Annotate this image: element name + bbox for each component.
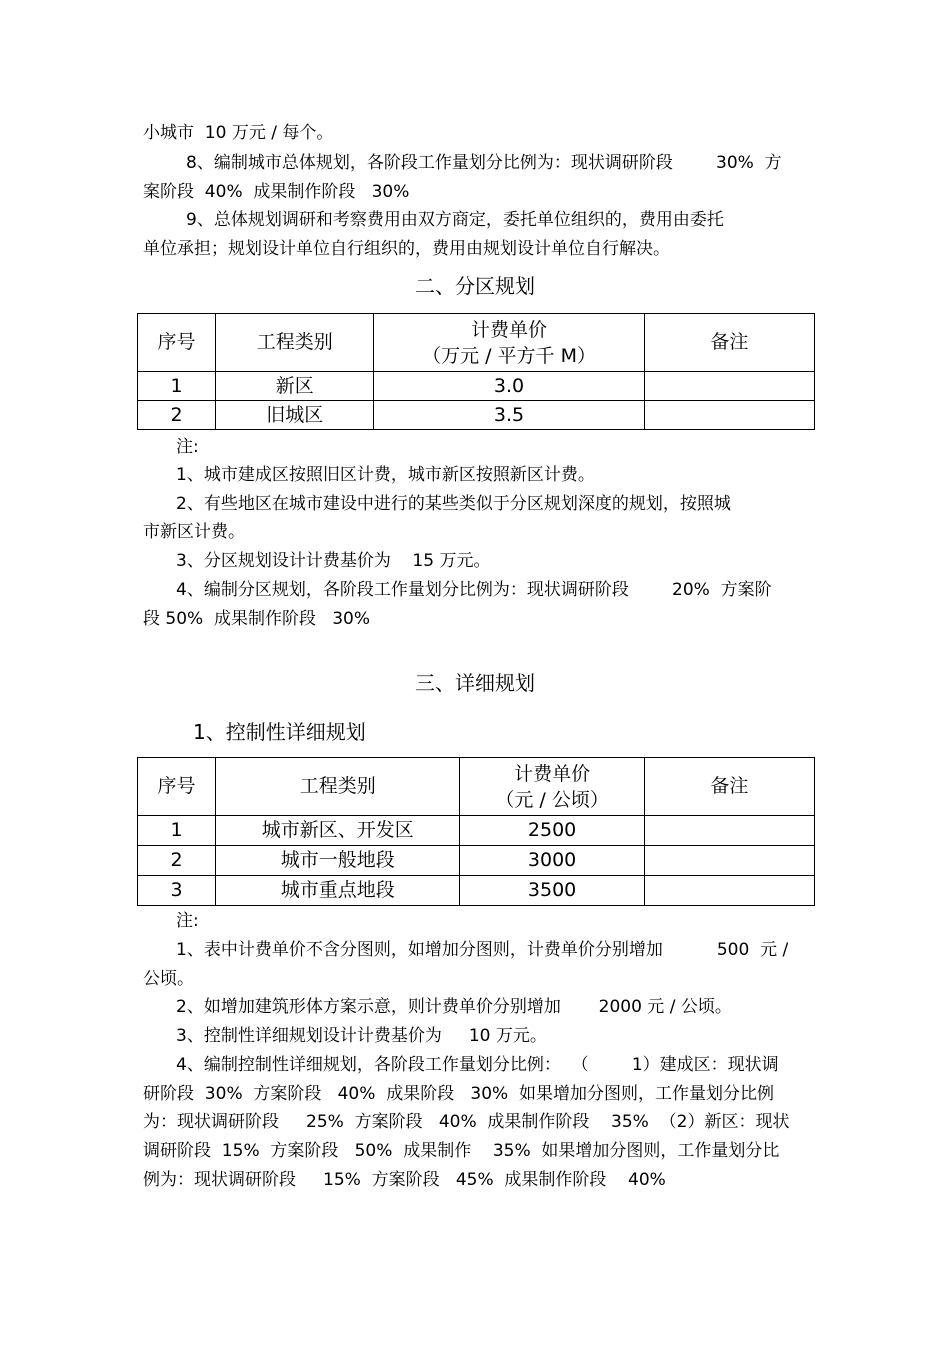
text-line: 单位承担；规划设计单位自行组织的，费用由规划设计单位自行解决。 — [143, 239, 670, 259]
note-line: 公顷。 — [143, 969, 194, 989]
table-row — [138, 816, 815, 846]
table-cell: 新区 — [216, 372, 374, 401]
text-line: 小城市 10 万元 / 每个。 — [143, 123, 334, 143]
table-cell — [644, 401, 814, 430]
note-line: 2、有些地区在城市建设中进行的某些类似于分区规划深度的规划，按照城 — [176, 494, 731, 514]
header-cell — [460, 758, 644, 816]
table-cell: 1 — [138, 816, 216, 846]
note-line: 3、分区规划设计计费基价为 15 万元。 — [176, 551, 491, 571]
zoning-fee-table — [137, 313, 815, 430]
table-cell: 3000 — [460, 846, 644, 876]
note-line: 为：现状调研阶段 25% 方案阶段 40% 成果制作阶段 35% （2）新区：现状 — [143, 1112, 790, 1132]
note-line: 1、城市建成区按照旧区计费，城市新区按照新区计费。 — [176, 465, 595, 485]
note-line: 研阶段 30% 方案阶段 40% 成果阶段 30% 如果增加分图则，工作量划分比例 — [143, 1084, 775, 1104]
header-cell-line: （万元 / 平方千 M） — [422, 344, 596, 367]
subsection-title: 1、控制性详细规划 — [193, 720, 366, 744]
table-cell: 3500 — [460, 876, 644, 906]
note-line: 1、表中计费单价不含分图则，如增加分图则，计费单价分别增加 500 元 / — [176, 940, 789, 960]
header-cell: 序号 — [138, 314, 216, 372]
table-cell — [644, 372, 814, 401]
header-cell: 工程类别 — [216, 314, 374, 372]
note-line: 4、编制分区规划，各阶段工作量划分比例为：现状调研阶段 20% 方案阶 — [176, 580, 772, 600]
table-cell: 3 — [138, 876, 216, 906]
table-cell: 2 — [138, 846, 216, 876]
note-line: 市新区计费。 — [143, 522, 245, 542]
table-cell: 1 — [138, 372, 216, 401]
note-line: 4、编制控制性详细规划，各阶段工作量划分比例： （ 1）建成区：现状调 — [176, 1055, 779, 1075]
header-cell: 备注 — [644, 758, 814, 816]
note-line: 调研阶段 15% 方案阶段 50% 成果制作 35% 如果增加分图则，工作量划分比 — [143, 1141, 780, 1161]
table-cell: 旧城区 — [216, 401, 374, 430]
text-line: 9、总体规划调研和考察费用由双方商定，委托单位组织的，费用由委托 — [186, 210, 724, 230]
header-cell: 序号 — [138, 758, 216, 816]
table-row — [138, 876, 815, 906]
note-label: 注: — [176, 911, 199, 931]
header-cell-line: 计费单价 — [471, 318, 548, 341]
note-line: 2、如增加建筑形体方案示意，则计费单价分别增加 2000 元 / 公顷。 — [176, 997, 732, 1017]
detailed-fee-table — [137, 757, 815, 906]
header-cell: 备注 — [644, 314, 814, 372]
table-cell: 城市新区、开发区 — [216, 816, 460, 846]
header-cell — [374, 314, 644, 372]
table-cell: 3.5 — [374, 401, 644, 430]
note-label: 注: — [176, 437, 199, 457]
table-cell — [644, 876, 814, 906]
section-title-zoning: 二、分区规划 — [415, 274, 535, 298]
header-cell-line: 计费单价 — [514, 762, 591, 785]
table-row — [138, 401, 815, 430]
note-line: 段 50% 成果制作阶段 30% — [143, 609, 370, 629]
table-cell: 城市一般地段 — [216, 846, 460, 876]
table-header-row — [138, 758, 815, 816]
table-cell — [644, 846, 814, 876]
table-cell — [644, 816, 814, 846]
text-line: 8、编制城市总体规划，各阶段工作量划分比例为：现状调研阶段 30% 方 — [186, 153, 782, 173]
table-cell: 2 — [138, 401, 216, 430]
table-cell: 2500 — [460, 816, 644, 846]
table-cell: 3.0 — [374, 372, 644, 401]
header-cell-line: （元 / 公顷） — [495, 788, 609, 811]
section-title-detailed: 三、详细规划 — [415, 671, 535, 695]
note-line: 3、控制性详细规划设计计费基价为 10 万元。 — [176, 1026, 547, 1046]
header-cell: 工程类别 — [216, 758, 460, 816]
table-cell: 城市重点地段 — [216, 876, 460, 906]
note-line: 例为：现状调研阶段 15% 方案阶段 45% 成果制作阶段 40% — [143, 1170, 666, 1190]
table-row — [138, 372, 815, 401]
table-header-row — [138, 314, 815, 372]
table-row — [138, 846, 815, 876]
text-line: 案阶段 40% 成果制作阶段 30% — [143, 182, 410, 202]
